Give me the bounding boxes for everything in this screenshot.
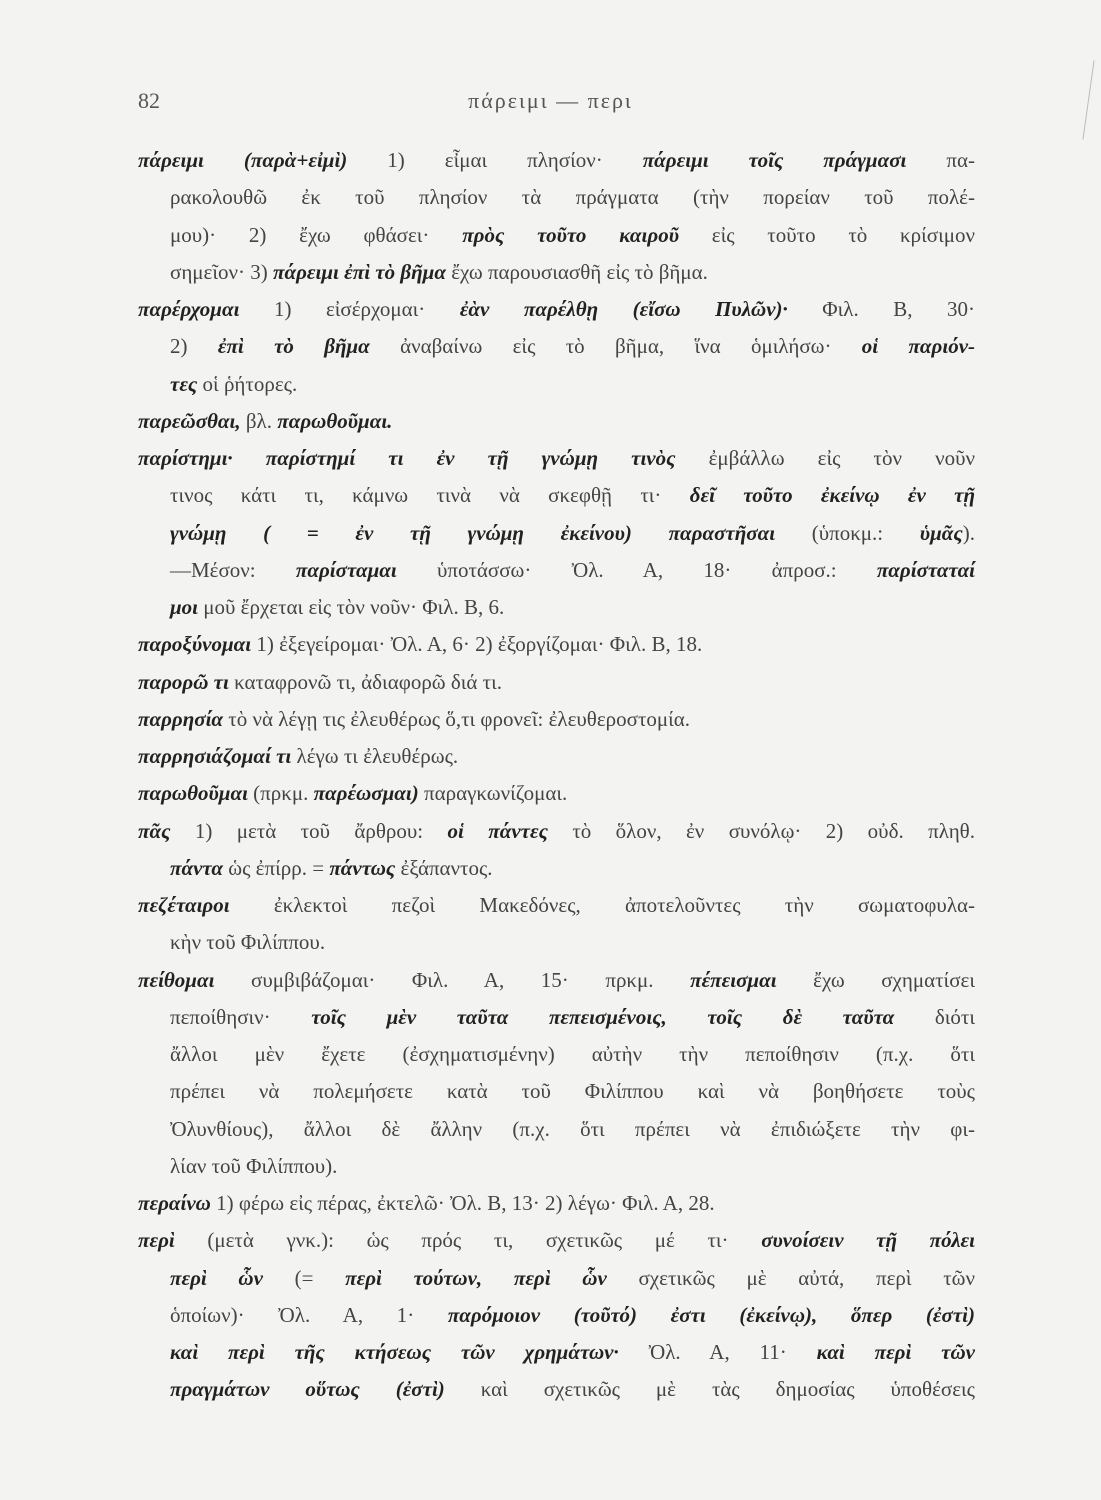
- lemma-or-phrase: παρωθοῦμαι.: [277, 408, 393, 433]
- entry-headline: [138, 667, 975, 697]
- lemma-or-phrase: περὶ: [138, 1228, 175, 1253]
- definition-text: 1) ἐξεγείρομαι· Ὀλ. Α, 6· 2) ἐξοργίζομαι· Φιλ. Β, 18.: [251, 632, 703, 657]
- entry-continuation-line: [170, 257, 975, 287]
- lemma-or-phrase: πάρειμι (παρὰ+εἰμὶ): [138, 148, 348, 172]
- lemma-or-phrase: παρίστημι· παρίστημί τι ἐν τῇ γνώμῃ τινὸς: [138, 446, 676, 470]
- definition-text: σημεῖον· 3): [170, 259, 274, 284]
- entry-continuation-line: [170, 592, 975, 622]
- lemma-or-phrase: δεῖ τοῦτο ἐκείνῳ ἐν τῇ: [689, 483, 975, 508]
- lemma-or-phrase: καὶ περὶ τῆς κτήσεως τῶν χρημάτων·: [170, 1340, 619, 1364]
- definition-text: τινος κάτι τι, κάμνω τινὰ νὰ σκεφθῇ τι·: [170, 483, 690, 508]
- entry-headline: [138, 741, 975, 771]
- definition-text: —Μέσον:: [170, 557, 296, 582]
- definition-text: (ὑποκμ.:: [775, 520, 920, 545]
- definition-text: Ὀλυνθίους), ἄλλοι δὲ ἄλλην (π.χ. ὅτι πρέπει νὰ ἐπιδιώξετε τὴν φι-: [170, 1116, 975, 1141]
- entry-continuation-line: [170, 518, 975, 548]
- definition-text: 1) εἶμαι πλησίον·: [347, 148, 643, 172]
- definition-text: παραγκωνίζομαι.: [418, 781, 568, 806]
- lemma-or-phrase: πεζέταιροι: [138, 893, 230, 917]
- definition-text: πρέπει νὰ πολεμήσετε κατὰ τοῦ Φιλίππου καὶ νὰ βοηθήσετε τοὺς: [170, 1079, 975, 1104]
- definition-text: καὶ σχετικῶς μὲ τὰς δημοσίας ὑποθέσεις: [444, 1377, 975, 1402]
- definition-text: τὸ νὰ λέγῃ τις ἐλευθέρως ὅ,τι φρονεῖ: ἐλευθεροστομία.: [223, 706, 691, 731]
- definition-text: (μετὰ γνκ.): ὡς πρός τι, σχετικῶς μέ τι·: [174, 1228, 762, 1253]
- lemma-or-phrase: πείθομαι: [138, 967, 215, 992]
- lemma-or-phrase: πάρειμι τοῖς πράγμασι: [642, 148, 907, 172]
- lemma-or-phrase: παρόμοιον (τοῦτό) ἐστι (ἐκείνῳ), ὅπερ (ἐστὶ): [447, 1302, 975, 1327]
- lemma-or-phrase: παρεῶσθαι,: [138, 408, 241, 433]
- entry-continuation-line: [170, 182, 975, 212]
- definition-text: 1) μετὰ τοῦ ἄρθρου:: [170, 818, 448, 843]
- definition-text: μου)· 2) ἔχω φθάσει·: [170, 222, 463, 247]
- lemma-or-phrase: παρίσταταί: [876, 557, 976, 582]
- entry-continuation-line: [170, 853, 975, 883]
- definition-text: συμβιβάζομαι· Φιλ. Α, 15· πρκμ.: [214, 967, 691, 992]
- lemma-or-phrase: ὑμᾶς: [919, 520, 963, 545]
- entry-headline: [138, 443, 975, 473]
- entry-continuation-line: [170, 1151, 975, 1181]
- definition-text: λέγω τι ἐλευθέρως.: [291, 744, 459, 768]
- definition-text: κὴν τοῦ Φιλίππου.: [170, 930, 326, 955]
- definition-text: τὸ ὅλον, ἐν συνόλῳ· 2) οὐδ. πληθ.: [547, 818, 975, 843]
- entry-headline: [138, 816, 975, 846]
- page-number: 82: [138, 88, 160, 113]
- definition-text: μοῦ ἔρχεται εἰς τὸν νοῦν· Φιλ. Β, 6.: [198, 595, 505, 619]
- entry-headline: [138, 406, 975, 436]
- lemma-or-phrase: πέπεισμαι: [690, 967, 777, 992]
- definition-text: (=: [262, 1265, 346, 1290]
- lemma-or-phrase: συνοίσειν τῇ πόλει: [761, 1228, 976, 1253]
- lemma-or-phrase: παρρησία: [138, 706, 224, 731]
- lemma-or-phrase: μοι: [170, 595, 199, 619]
- definition-text: ἐμβάλλω εἰς τὸν νοῦν: [675, 446, 975, 470]
- definition-text: ὁποίων)· Ὀλ. Α, 1·: [170, 1302, 448, 1327]
- entry-headline: [138, 1188, 975, 1218]
- lemma-or-phrase: παρέωσμαι): [313, 781, 419, 806]
- entry-headline: [138, 778, 975, 808]
- entry-continuation-line: [170, 331, 975, 361]
- lemma-or-phrase: οἱ παριόν-: [861, 334, 976, 359]
- entry-continuation-line: [170, 1374, 975, 1404]
- lemma-or-phrase: ἐὰν παρέλθῃ (εἴσω Πυλῶν)·: [459, 297, 788, 321]
- definition-text: ἔχω σχηματίσει: [776, 967, 975, 992]
- lemma-or-phrase: παρρησιάζομαί τι: [138, 744, 292, 768]
- lemma-or-phrase: πάντα: [170, 855, 224, 880]
- entry-continuation-line: [170, 1076, 975, 1106]
- definition-text: ἐξάπαντος.: [395, 855, 493, 880]
- lemma-or-phrase: πραγμάτων οὕτως (ἐστὶ): [170, 1377, 445, 1402]
- entry-continuation-line: [170, 555, 975, 585]
- lemma-or-phrase: πάρειμι ἐπὶ τὸ βῆμα: [273, 259, 446, 284]
- definition-text: (πρκμ.: [247, 781, 314, 806]
- running-head: πάρειμι — περι: [468, 88, 633, 113]
- lemma-or-phrase: πρὸς τοῦτο καιροῦ: [462, 222, 679, 247]
- definition-text: πεποίθησιν·: [170, 1004, 312, 1029]
- entry-headline: [138, 965, 975, 995]
- entry-continuation-line: [170, 220, 975, 250]
- entry-headline: [138, 704, 975, 734]
- definition-text: ὡς ἐπίρρ. =: [223, 855, 330, 880]
- definition-text: καταφρονῶ τι, ἀδιαφορῶ διά τι.: [228, 669, 503, 694]
- definition-text: ρακολουθῶ ἐκ τοῦ πλησίον τὰ πράγματα (τὴν πορείαν τοῦ πολέ-: [170, 185, 975, 210]
- definition-text: πα-: [906, 148, 975, 172]
- definition-text: ).: [962, 520, 975, 545]
- definition-text: Ὀλ. Α, 11·: [618, 1340, 817, 1364]
- lemma-or-phrase: παρέρχομαι: [138, 297, 240, 321]
- entry-continuation-line: [170, 480, 975, 510]
- entry-headline: [138, 629, 975, 659]
- lemma-or-phrase: γνώμῃ ( = ἐν τῇ γνώμῃ ἐκείνου) παραστῆσαι: [170, 520, 776, 545]
- entry-headline: [138, 890, 975, 920]
- lemma-or-phrase: περὶ ὧν: [170, 1265, 263, 1290]
- lemma-or-phrase: τες: [170, 371, 198, 396]
- definition-text: 1) εἰσέρχομαι·: [239, 297, 460, 321]
- lemma-or-phrase: πάντως: [329, 855, 396, 880]
- definition-text: λίαν τοῦ Φιλίππου).: [170, 1153, 338, 1178]
- lemma-or-phrase: περὶ τούτων, περὶ ὧν: [345, 1265, 607, 1290]
- entry-continuation-line: [170, 1337, 975, 1367]
- definition-text: εἰς τοῦτο τὸ κρίσιμον: [678, 222, 975, 247]
- lemma-or-phrase: ἐπὶ τὸ βῆμα: [217, 334, 370, 359]
- entry-continuation-line: [170, 1300, 975, 1330]
- definition-text: ἀναβαίνω εἰς τὸ βῆμα, ἵνα ὁμιλήσω·: [369, 334, 862, 359]
- definition-text: ὑποτάσσω· Ὀλ. Α, 18· ἀπροσ.:: [396, 557, 877, 582]
- entry-headline: [138, 145, 975, 175]
- entry-continuation-line: [170, 1002, 975, 1032]
- entry-headline: [138, 1225, 975, 1255]
- lemma-or-phrase: πᾶς: [138, 818, 171, 843]
- lemma-or-phrase: παρορῶ τι: [138, 669, 229, 694]
- lemma-or-phrase: παροξύνομαι: [138, 632, 252, 657]
- definition-text: Φιλ. Β, 30·: [787, 297, 976, 321]
- definition-text: 1) φέρω εἰς πέρας, ἐκτελῶ· Ὀλ. Β, 13· 2) λέγω· Φιλ. Α, 28.: [210, 1191, 715, 1215]
- lemma-or-phrase: οἱ πάντες: [447, 818, 548, 843]
- entry-headline: [138, 294, 975, 324]
- entry-continuation-line: [170, 369, 975, 399]
- entry-continuation-line: [170, 1263, 975, 1293]
- definition-text: 2): [170, 334, 218, 359]
- definition-text: ἄλλοι μὲν ἔχετε (ἐσχηματισμένην) αὐτὴν τὴν πεποίθησιν (π.χ. ὅτι: [170, 1042, 975, 1066]
- definition-text: ἐκλεκτοὶ πεζοὶ Μακεδόνες, ἀποτελοῦντες τὴν σωματοφυλα-: [229, 893, 975, 917]
- entry-continuation-line: [170, 927, 975, 957]
- lemma-or-phrase: παρωθοῦμαι: [138, 781, 248, 806]
- definition-text: ἔχω παρουσιασθῆ εἰς τὸ βῆμα.: [445, 259, 708, 284]
- definition-text: διότι: [894, 1004, 975, 1029]
- definition-text: σχετικῶς μὲ αὐτά, περὶ τῶν: [606, 1265, 975, 1290]
- lemma-or-phrase: παρίσταμαι: [295, 557, 397, 582]
- lemma-or-phrase: τοῖς μὲν ταῦτα πεπεισμένοις, τοῖς δὲ ταῦτα: [311, 1004, 895, 1029]
- lemma-or-phrase: περαίνω: [138, 1191, 211, 1215]
- definition-text: οἱ ῥήτορες.: [197, 371, 298, 396]
- entry-continuation-line: [170, 1039, 975, 1069]
- lemma-or-phrase: καὶ περὶ τῶν: [816, 1340, 975, 1364]
- definition-text: βλ.: [240, 408, 278, 433]
- entry-continuation-line: [170, 1114, 975, 1144]
